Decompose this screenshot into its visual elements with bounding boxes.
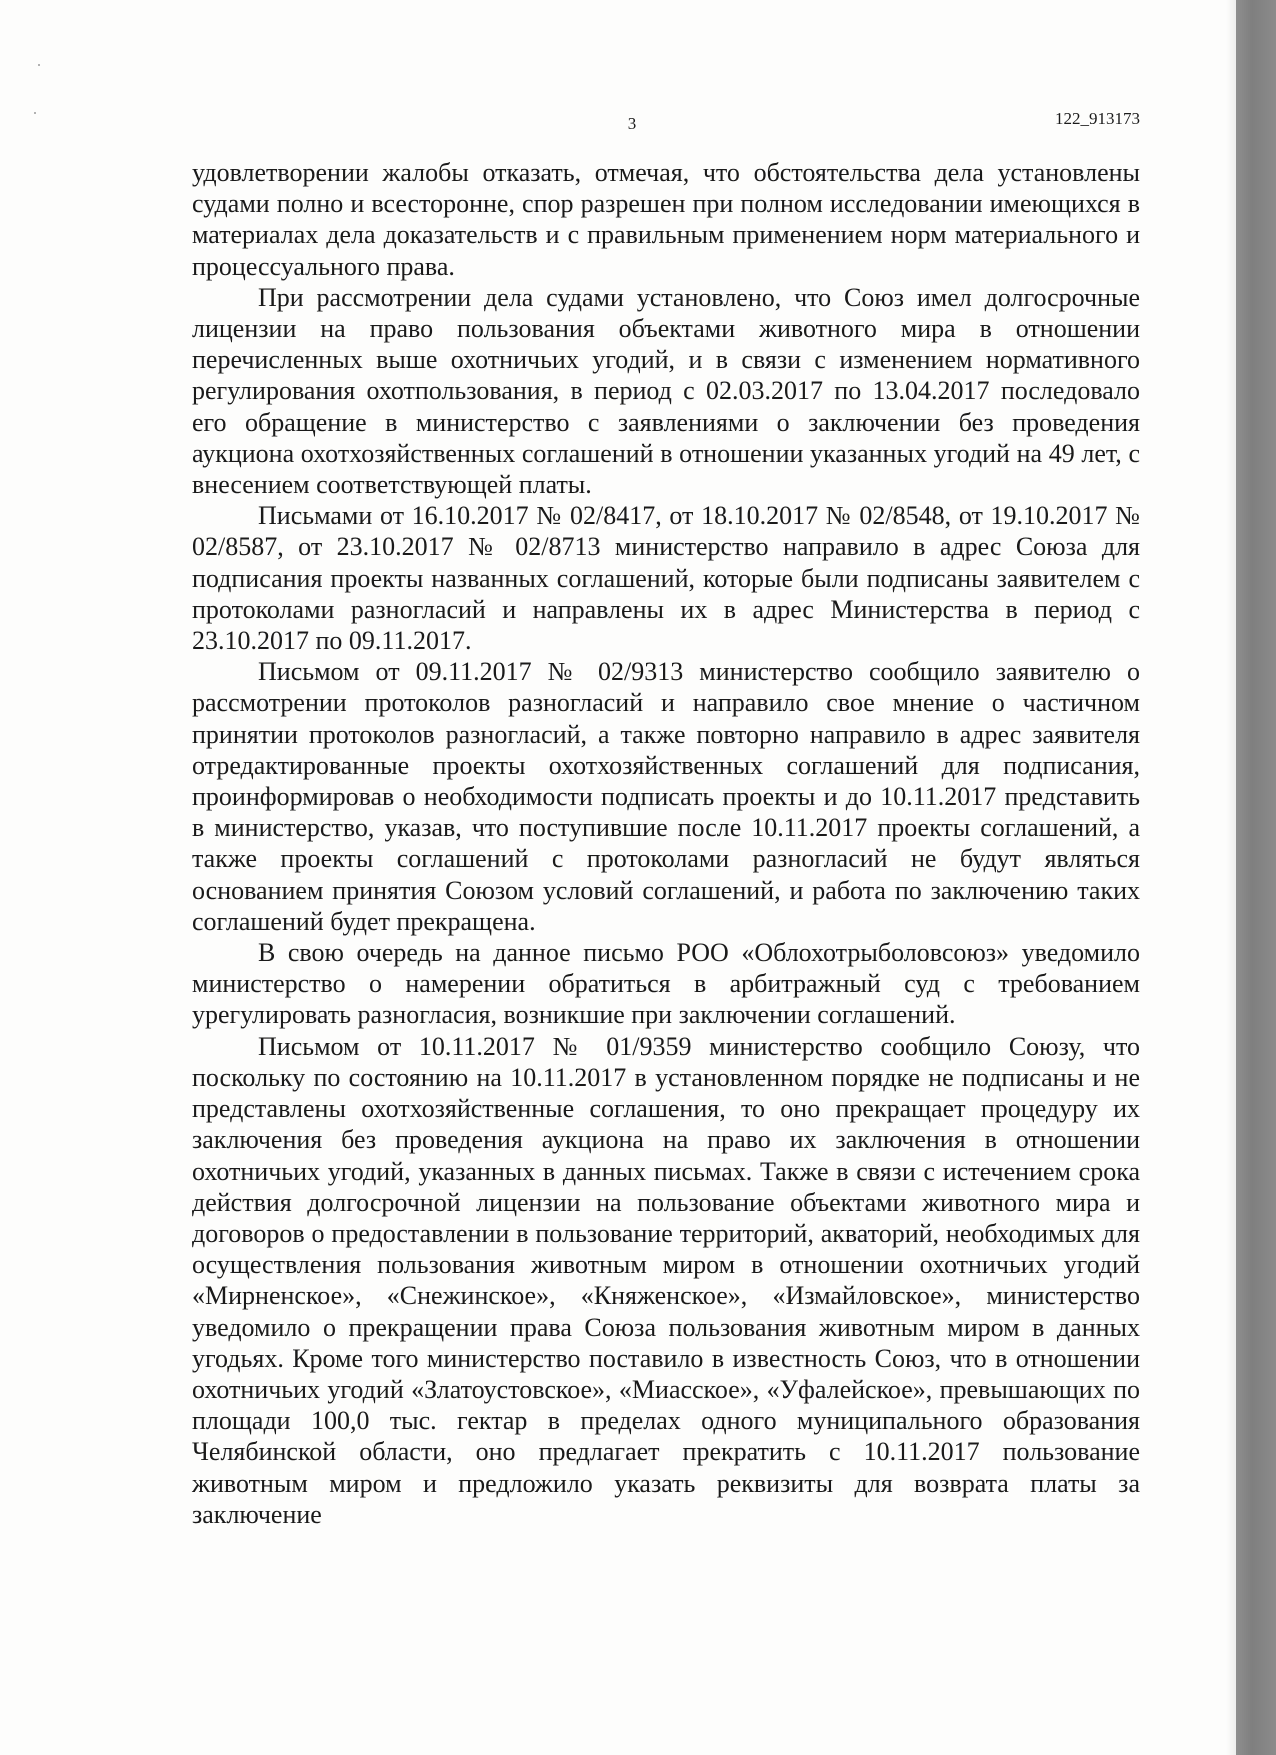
document-id: 122_913173 (1055, 109, 1140, 128)
paragraph: удовлетворении жалобы отказать, отмечая, что обстоятельства дела установлены судами полно и всесторонне, спор разрешен при полном исследовании имеющихся в материалах дела доказательств и с правильным применением норм материального и процессуального права. (192, 158, 1140, 281)
scan-shadow (1226, 0, 1236, 1755)
scan-speck (34, 112, 36, 114)
page-number: 3 (627, 114, 637, 133)
scan-speck (38, 64, 40, 66)
paragraph: Письмами от 16.10.2017 № 02/8417, от 18.10.2017 № 02/8548, от 19.10.2017 № 02/8587, от 23.10.2017 № 02/8713 министерство направило в адрес Союза для подписания проекты названных соглашений, которые были подписаны заявителем с протоколами разногласий и направлены их в адрес Министерства в период с 23.10.2017 по 09.11.2017. (192, 501, 1140, 656)
scan-edge (1236, 0, 1276, 1755)
paragraph: Письмом от 09.11.2017 № 02/9313 министерство сообщило заявителю о рассмотрении протоколов разногласий и направило свое мнение о частичном принятии протоколов разногласий, а также повторно направило в адрес заявителя отредактированные проекты охотхозяйственных соглашений для подписания, проинформировав о необходимости подписать проекты и до 10.11.2017 представить в министерство, указав, что поступившие после 10.11.2017 проекты соглашений, а также проекты соглашений с протоколами разногласий не будут являться основанием принятия Союзом условий соглашений, и работа по заключению таких соглашений будет прекращена. (192, 657, 1140, 936)
paragraph: При рассмотрении дела судами установлено, что Союз имел долгосрочные лицензии на право пользования объектами животного мира в отношении перечисленных выше охотничьих угодий, и в связи с изменением нормативного регулирования охотпользования, в период с 02.03.2017 по 13.04.2017 последовало его обращение в министерство с заявлениями о заключении без проведения аукциона охотхозяйственных соглашений в отношении указанных угодий на 49 лет, с внесением соответствующей платы. (192, 282, 1140, 500)
paragraph: В свою очередь на данное письмо РОО «Облохотрыболовсоюз» уведомило министерство о намерении обратиться в арбитражный суд с требованием урегулировать разногласия, возникшие при заключении соглашений. (192, 938, 1140, 1030)
paragraph: Письмом от 10.11.2017 № 01/9359 министерство сообщило Союзу, что поскольку по состоянию на 10.11.2017 в установленном порядке не подписаны и не представлены охотхозяйственные соглашения, то оно прекращает процедуру их заключения без проведения аукциона на право их заключения в отношении охотничьих угодий, указанных в данных письмах. Также в связи с истечением срока действия долгосрочной лицензии на пользование объектами животного мира и договоров о предоставлении в пользование территорий, акваторий, необходимых для осуществления пользования животным миром в отношении охотничьих угодий «Мирненское», «Снежинское», «Княженское», «Измайловское», министерство уведомило о прекращении права Союза пользования животным миром в данных угодьях. Кроме того министерство поставило в известность Союз, что в отношении охотничьих угодий «Златоустовское», «Миасское», «Уфалейское», превышающих по площади 100,0 тыс. гектар в пределах одного муниципального образования Челябинской области, оно предлагает прекратить с 10.11.2017 пользование животным миром и предложило указать реквизиты для возврата платы за заключение (192, 1031, 1140, 1529)
document-body (192, 157, 1140, 1530)
